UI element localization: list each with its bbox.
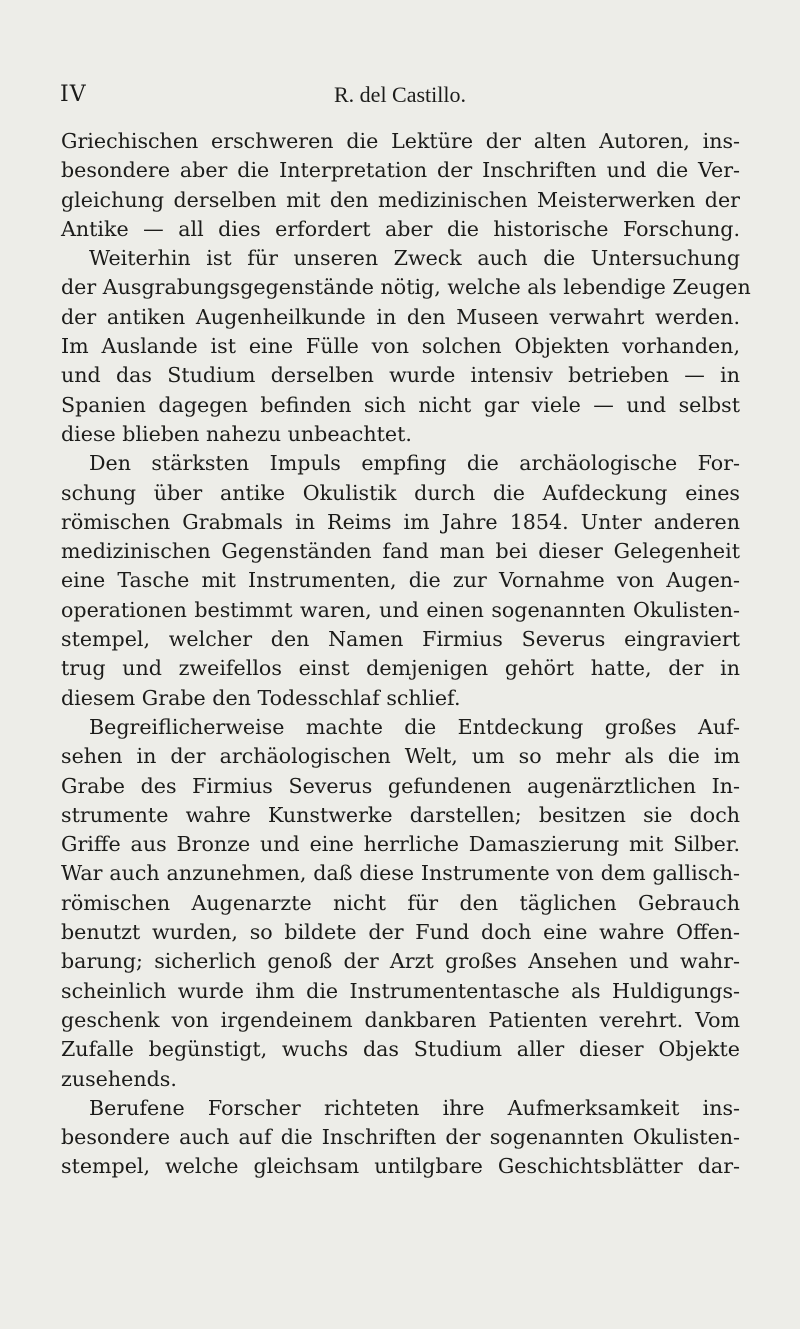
text-line: schung über antike Okulistik durch die Aufdeckung eines [61,480,740,505]
text-line: benutzt wurden, so bildete der Fund doch eine wahre Offen- [61,920,740,945]
text-line: römischen Augenarzte nicht für den täglichen Gebrauch [61,890,740,915]
text-line: sehen in der archäologischen Welt, um so mehr als die im [61,744,740,769]
text-line: Berufene Forscher richteten ihre Aufmerksamkeit ins- [89,1095,740,1120]
text-line: Im Auslande ist eine Fülle von solchen Objekten vorhanden, [61,334,740,359]
text-line: zusehends. [61,1066,177,1091]
body-text [61,127,751,1182]
text-line: geschenk von irgendeinem dankbaren Patienten verehrt. Vom [61,1007,740,1032]
text-line: Spanien dagegen befinden sich nicht gar viele — und selbst [61,392,740,417]
text-line: War auch anzunehmen, daß diese Instrumente von dem gallisch- [61,861,740,886]
text-line: der Ausgrabungsgegenstände nötig, welche als lebendige Zeugen [61,275,751,300]
page-number: IV [60,82,87,107]
text-line: und das Studium derselben wurde intensiv betrieben — in [61,363,740,388]
text-line: scheinlich wurde ihm die Instrumententasche als Huldigungs- [61,978,740,1003]
text-line: Grabe des Firmius Severus gefundenen augenärztlichen In- [61,773,740,798]
text-line: Griechischen erschweren die Lektüre der alten Autoren, ins- [61,129,740,153]
text-line: der antiken Augenheilkunde in den Museen verwahrt werden. [61,304,740,329]
text-line: römischen Grabmals in Reims im Jahre 1854. Unter anderen [61,509,740,534]
text-line: diesem Grabe den Todesschlaf schlief. [61,685,461,710]
text-line: besondere aber die Interpretation der Inschriften und die Ver- [61,158,740,183]
text-line: Begreiflicherweise machte die Entdeckung großes Auf- [89,714,740,739]
text-line: trug und zweifellos einst demjenigen gehört hatte, der in [61,656,740,681]
text-line: barung; sicherlich genoß der Arzt großes Ansehen und wahr- [61,949,740,974]
text-line: gleichung derselben mit den medizinischen Meisterwerken der [61,187,740,212]
text-line: Griffe aus Bronze und eine herrliche Damaszierung mit Silber. [61,832,740,857]
text-line: Zufalle begünstigt, wuchs das Studium aller dieser Objekte [61,1037,740,1062]
text-line: medizinischen Gegenständen fand man bei dieser Gelegenheit [61,539,740,564]
text-line: stempel, welche gleichsam untilgbare Geschichtsblätter dar- [61,1154,740,1179]
text-line: Weiterhin ist für unseren Zweck auch die Untersuchung [89,246,740,271]
running-head: R. del Castillo. [334,82,466,107]
text-line: Antike — all dies erfordert aber die historische Forschung. [61,216,740,241]
text-line: operationen bestimmt waren, und einen sogenannten Okulisten- [61,597,740,622]
text-line: eine Tasche mit Instrumenten, die zur Vornahme von Augen- [61,568,740,593]
text-line: Den stärksten Impuls empfing die archäologische For- [89,451,740,476]
text-line: stempel, welcher den Namen Firmius Severus eingraviert [61,627,740,652]
text-line: strumente wahre Kunstwerke darstellen; besitzen sie doch [61,802,740,827]
text-line: besondere auch auf die Inschriften der sogenannten Okulisten- [61,1125,740,1150]
page-header [60,78,740,112]
text-line: diese blieben nahezu unbeachtet. [61,421,412,446]
